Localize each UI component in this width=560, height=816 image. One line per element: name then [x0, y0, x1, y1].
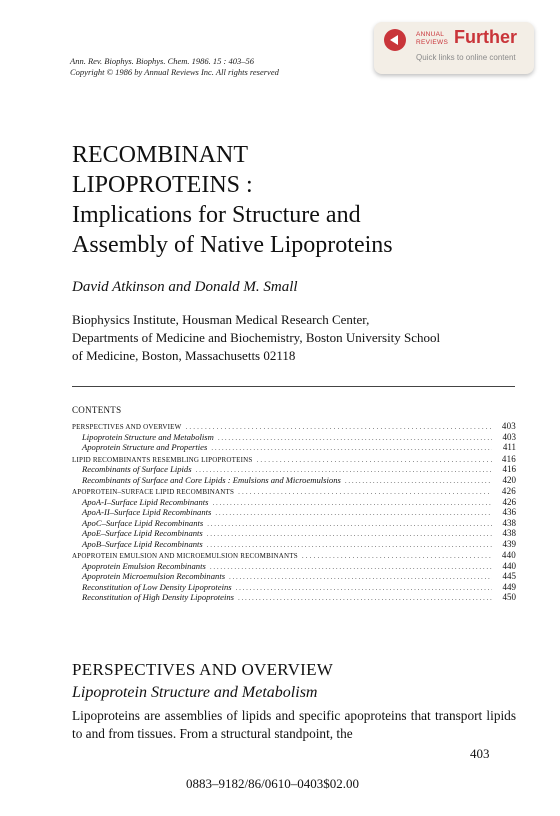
toc-entry-page: 449 — [502, 581, 516, 592]
toc-section-entry — [72, 421, 516, 432]
toc-leader-dots — [211, 442, 492, 454]
toc-entry-label: ApoA-I–Surface Lipid Recombinants — [82, 496, 209, 507]
badge-further-label: Further — [454, 27, 517, 47]
toc-leader-dots — [345, 475, 492, 487]
contents-heading: CONTENTS — [72, 405, 122, 415]
toc-entry-page: 440 — [501, 550, 516, 560]
body-paragraph: Lipoproteins are assemblies of lipids and specific apoproteins that transport lipids to and from tissues. From a structural standpoint, the — [72, 708, 516, 741]
toc-entry-label: ApoE–Surface Lipid Recombinants — [82, 528, 203, 538]
article-title — [72, 140, 512, 260]
toc-entry-page: 426 — [502, 496, 516, 507]
divider — [72, 386, 515, 387]
toc-subsection-entry — [72, 561, 516, 572]
toc-entry-label: Apoprotein Structure and Properties — [82, 442, 208, 452]
toc-section-entry — [72, 486, 516, 497]
toc-entry-label: ApoC–Surface Lipid Recombinants — [82, 517, 204, 528]
toc-entry-label: Reconstitution of Low Density Lipoproteins — [82, 581, 232, 592]
toc-entry-page: 403 — [501, 421, 516, 431]
toc-entry-label: APOPROTEIN–SURFACE LIPID RECOMBINANTS — [72, 488, 235, 496]
toc-entry-label: Apoprotein Emulsion Recombinants — [82, 560, 206, 571]
affiliation-line-2: Departments of Medicine and Biochemistry, Boston University School — [72, 330, 441, 345]
citation-line-2: Copyright © 1986 by Annual Reviews Inc. All rights reserved — [70, 66, 279, 77]
affiliation-line-1: Biophysics Institute, Housman Medical Research Center, — [72, 312, 370, 327]
toc-entry-page: 411 — [502, 442, 516, 452]
toc-subsection-entry — [72, 507, 516, 518]
footer-code: 0883–9182/86/0610–0403$02.00 — [186, 776, 359, 791]
toc-entry-page: 440 — [502, 560, 516, 571]
toc-section-entry — [72, 454, 516, 465]
toc-subsection-entry — [72, 518, 516, 529]
toc-entry-label: LIPID RECOMBINANTS RESEMBLING LIPOPROTEINS — [72, 455, 253, 464]
section-heading: PERSPECTIVES AND OVERVIEW — [72, 660, 334, 679]
badge-brand-line-2: REVIEWS — [416, 38, 449, 46]
toc-entry-label: APOPROTEIN EMULSION AND MICROEMULSION RECOMBINANTS — [72, 552, 298, 560]
toc-subsection-entry — [72, 539, 516, 550]
annual-reviews-further-badge[interactable] — [374, 22, 534, 74]
toc-entry-label: PERSPECTIVES AND OVERVIEW — [72, 423, 182, 431]
toc-entry-page: 445 — [502, 571, 516, 581]
subsection-heading: Lipoprotein Structure and Metabolism — [72, 684, 318, 701]
toc-entry-label: Apoprotein Microemulsion Recombinants — [82, 571, 226, 581]
toc-section-entry — [72, 550, 516, 561]
title-line-3: Implications for Structure and — [72, 202, 361, 228]
toc-subsection-entry — [72, 432, 516, 443]
affiliation — [72, 311, 512, 365]
toc-entry-page: 426 — [501, 486, 516, 496]
toc-entry-page: 416 — [502, 464, 516, 474]
toc-subsection-entry — [72, 464, 516, 475]
citation-line-1: Ann. Rev. Biophys. Biophys. Chem. 1986. 15 : 403–56 — [70, 56, 254, 66]
toc-leader-dots — [238, 592, 492, 604]
page-number: 403 — [470, 746, 490, 761]
badge-brand — [416, 31, 448, 46]
badge-subtitle: Quick links to online content — [416, 53, 516, 62]
toc-entry-page: 438 — [502, 517, 516, 528]
title-line-4: Assembly of Native Lipoproteins — [72, 232, 393, 258]
title-line-2: LIPOPROTEINS : — [72, 172, 253, 198]
toc-entry-page: 436 — [502, 507, 516, 517]
toc-leader-dots — [207, 539, 492, 551]
affiliation-line-3: of Medicine, Boston, Massachusetts 02118 — [72, 348, 296, 363]
journal-citation — [70, 56, 279, 77]
toc-entry-label: Lipoprotein Structure and Metabolism — [82, 431, 214, 442]
toc-subsection-entry — [72, 571, 516, 582]
toc-entry-page: 439 — [502, 538, 516, 549]
toc-subsection-entry — [72, 528, 516, 539]
toc-entry-label: Recombinants of Surface Lipids — [82, 464, 192, 474]
toc-entry-label: Recombinants of Surface and Core Lipids : Emulsions and Microemulsions — [82, 474, 341, 485]
toc-entry-page: 438 — [502, 528, 516, 538]
toc-entry-page: 450 — [502, 592, 516, 602]
authors: David Atkinson and Donald M. Small — [72, 279, 298, 295]
toc-entry-label: Reconstitution of High Density Lipoproteins — [82, 592, 234, 602]
badge-brand-line-1: ANNUAL — [416, 31, 445, 38]
toc-subsection-entry — [72, 592, 516, 603]
toc-entry-label: ApoA-II–Surface Lipid Recombinants — [82, 507, 212, 517]
toc-entry-page: 403 — [502, 431, 516, 442]
toc-subsection-entry — [72, 582, 516, 593]
toc-entry-page: 416 — [501, 453, 516, 464]
toc-entry-page: 420 — [502, 474, 516, 485]
title-line-1: RECOMBINANT — [72, 142, 249, 168]
back-arrow-icon — [384, 29, 406, 51]
toc-subsection-entry — [72, 442, 516, 453]
toc-entry-label: ApoB–Surface Lipid Recombinants — [82, 538, 203, 549]
toc-subsection-entry — [72, 475, 516, 486]
table-of-contents — [72, 421, 516, 603]
toc-subsection-entry — [72, 497, 516, 508]
